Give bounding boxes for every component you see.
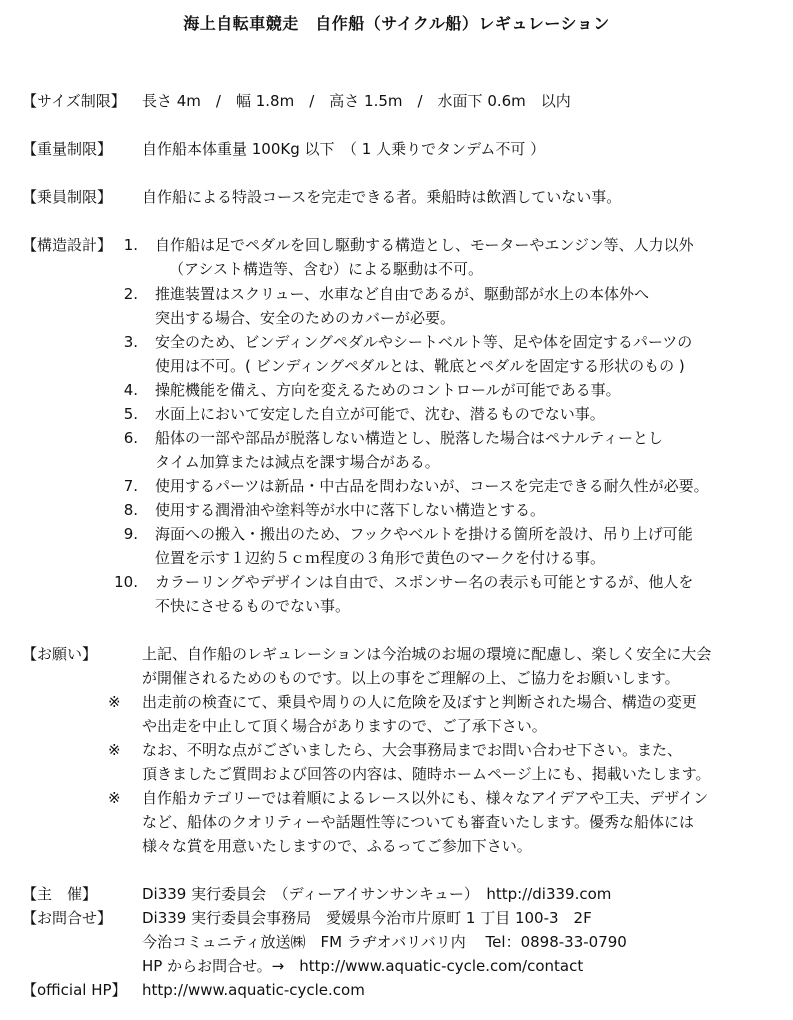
design-item-line: 自作船は足でペダルを回し駆動する構造とし、モーターやエンジン等、人力以外 <box>155 236 694 254</box>
design-item-line: 水面上において安定した自立が可能で、沈む、潜るものでない事。 <box>155 405 605 423</box>
weight-label: 【重量制限】 <box>22 140 113 158</box>
design-item-line: 安全のため、ビンディングペダルやシートベルト等、足や体を固定するパーツの <box>155 333 693 351</box>
design-item-line: （アシスト構造等、含む）による駆動は不可。 <box>169 260 483 278</box>
note-line: や出走を中止して頂く場合がありますので、ご了承下さい。 <box>142 717 547 735</box>
design-item-num: 4. <box>123 381 138 399</box>
design-item-num: 10. <box>114 573 138 591</box>
design-item-line: 操舵機能を備え、方向を変えるためのコントロールが可能である事。 <box>155 381 621 399</box>
official-hp-link: http://www.aquatic-cycle.com <box>142 981 365 999</box>
design-item-line: 使用するパーツは新品・中古品を問わないが、コースを完走できる耐久性が必要。 <box>155 477 709 495</box>
crew-label: 【乗員制限】 <box>22 188 113 206</box>
note-line: なお、不明な点がございましたら、大会事務局までお問い合わせ下さい。また、 <box>142 741 683 759</box>
note-line: 出走前の検査にて、乗員や周りの人に危険を及ぼすと判断された場合、構造の変更 <box>142 693 697 711</box>
organizer-text: Di339 実行委員会 （ディーアイサンサンキュー） http://di339.com <box>142 885 612 903</box>
official-hp-label: 【official HP】 <box>22 981 127 999</box>
note-mark: ※ <box>108 789 121 807</box>
note-line: 様々な賞を用意いたしますので、ふるってご参加下さい。 <box>142 837 532 855</box>
contact-line: Di339 実行委員会事務局 愛媛県今治市片原町 1 丁目 100-3 2F <box>142 909 592 927</box>
design-item-num: 3. <box>123 333 138 351</box>
design-item-line: 位置を示す１辺約５ｃｍ程度の３角形で黄色のマークを付ける事。 <box>155 549 606 567</box>
crew-text: 自作船による特設コースを完走できる者。乗船時は飲酒していない事。 <box>142 188 622 206</box>
design-item-line: 船体の一部や部品が脱落しない構造とし、脱落した場合はペナルティーとし <box>155 429 664 447</box>
design-item-line: 不快にさせるものでない事。 <box>155 597 351 615</box>
contact-line: HP からお問合せ。→ http://www.aquatic-cycle.com/contact <box>142 957 584 975</box>
request-label: 【お願い】 <box>22 645 98 663</box>
contact-label: 【お問合せ】 <box>22 909 113 927</box>
design-item-num: 1. <box>123 236 138 254</box>
note-mark: ※ <box>108 741 121 759</box>
design-item-line: 使用は不可。( ビンディングペダルとは、靴底とペダルを固定する形状のもの ) <box>155 357 685 375</box>
design-item-line: 推進装置はスクリュー、水車など自由であるが、駆動部が水上の本体外へ <box>155 285 649 303</box>
design-item-num: 6. <box>123 429 138 447</box>
design-label: 【構造設計】 <box>22 236 113 254</box>
document-title: 海上自転車競走 自作船（サイクル船）レギュレーション <box>183 14 610 33</box>
note-line: 頂きましたご質問および回答の内容は、随時ホームページ上にも、掲載いたします。 <box>142 765 711 783</box>
note-line: など、船体のクオリティーや話題性等についても審査いたします。優秀な船体には <box>142 813 695 831</box>
note-mark: ※ <box>108 693 121 711</box>
size-label: 【サイズ制限】 <box>22 92 126 110</box>
design-item-line: 使用する潤滑油や塗料等が水中に落下しない構造とする。 <box>155 501 546 519</box>
design-item-num: 7. <box>123 477 138 495</box>
contact-line: 今治コミュニティ放送㈱ FM ラヂオバリバリ内 Tel：0898-33-0790 <box>142 933 627 951</box>
design-item-num: 5. <box>123 405 138 423</box>
design-item-num: 2. <box>123 285 138 303</box>
note-line: 自作船カテゴリーでは着順によるレース以外にも、様々なアイデアや工夫、デザイン <box>142 789 709 807</box>
design-item-line: 突出する場合、安全のためのカバーが必要。 <box>155 309 456 327</box>
request-line: が開催されるためのものです。以上の事をご理解の上、ご協力をお願いします。 <box>142 669 680 687</box>
weight-text: 自作船本体重量 100Kg 以下 （ 1 人乗りでタンデム不可 ） <box>142 140 546 158</box>
request-line: 上記、自作船のレギュレーションは今治城のお堀の環境に配慮し、楽しく安全に大会 <box>142 645 712 663</box>
size-text: 長さ 4m / 幅 1.8m / 高さ 1.5m / 水面下 0.6m 以内 <box>142 92 571 110</box>
design-item-line: 海面への搬入・搬出のため、フックやベルトを掛ける箇所を設け、吊り上げ可能 <box>155 525 693 543</box>
organizer-label: 【主 催】 <box>22 885 98 903</box>
design-item-num: 9. <box>123 525 138 543</box>
design-item-num: 8. <box>123 501 138 519</box>
design-item-line: カラーリングやデザインは自由で、スポンサー名の表示も可能とするが、他人を <box>155 573 694 591</box>
design-item-line: タイム加算または減点を課す場合がある。 <box>155 453 440 471</box>
